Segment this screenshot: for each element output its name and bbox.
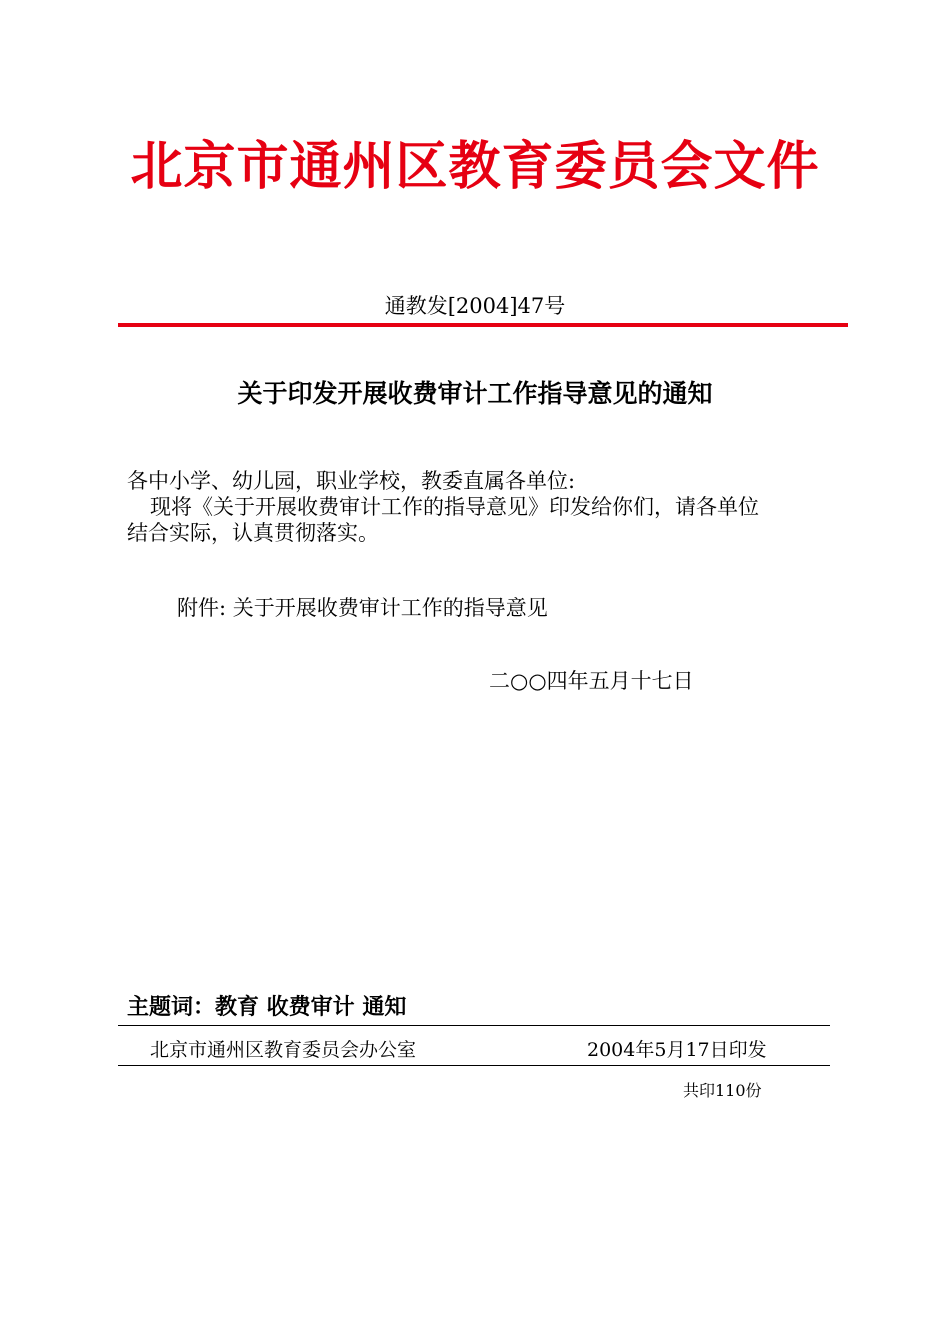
footer-rule-bottom	[118, 1065, 830, 1066]
issue-date: 2004年5月17日印发	[587, 1039, 767, 1061]
footer-rule-top	[118, 1025, 830, 1026]
notice-body-line-1: 现将《关于开展收费审计工作的指导意见》印发给你们，请各单位	[150, 495, 759, 519]
document-header-title: 北京市通州区教育委员会文件	[130, 137, 820, 197]
document-number: 通教发[2004]47号	[384, 294, 566, 318]
print-copies: 共印110份	[683, 1081, 762, 1100]
notice-date: 二○○四年五月十七日	[489, 669, 694, 693]
subject-keywords: 主题词：教育 收费审计 通知	[127, 995, 407, 1020]
notice-title: 关于印发开展收费审计工作指导意见的通知	[237, 379, 713, 408]
issuing-office: 北京市通州区教育委员会办公室	[150, 1039, 417, 1061]
notice-body-line-2: 结合实际，认真贯彻落实。	[127, 521, 379, 545]
header-red-divider	[118, 323, 848, 327]
notice-attachment: 附件: 关于开展收费审计工作的指导意见	[177, 596, 548, 620]
notice-addressee: 各中小学、幼儿园，职业学校，教委直属各单位:	[127, 469, 576, 493]
